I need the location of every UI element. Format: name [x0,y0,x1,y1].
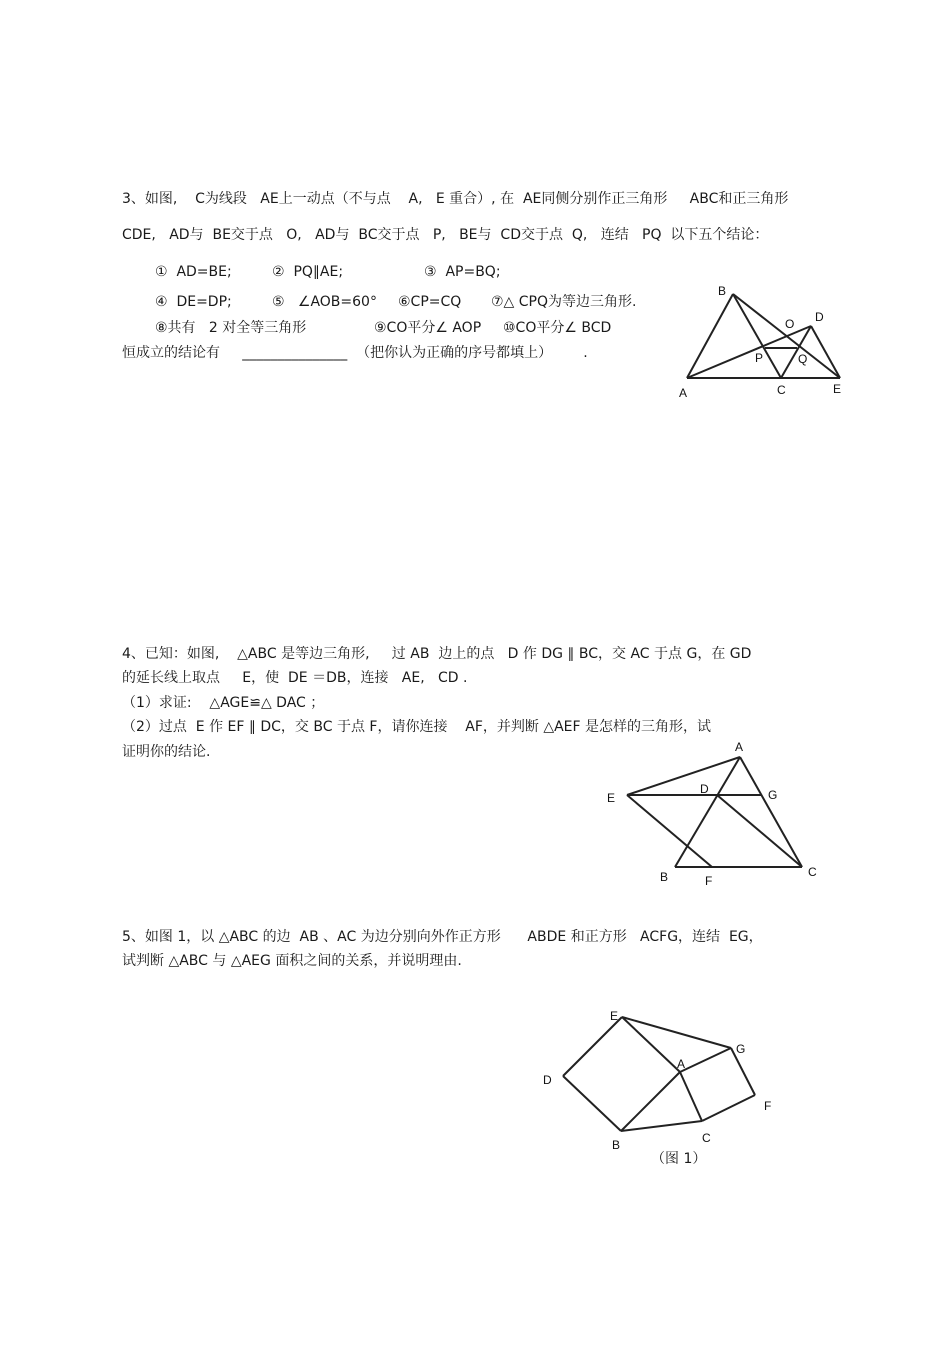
problem4-part1: （1）求证: △AGE≌△ DAC ； [122,695,325,711]
segment-ef [627,795,712,867]
problem5-line2: 试判断 △ABC 与 △AEG 面积之间的关系，并说明理由. [122,953,462,969]
segment-dc [717,795,802,867]
segment-be [733,294,840,378]
label-b: B [660,870,669,884]
segment-ga [680,1048,731,1072]
segment-bd [563,1076,621,1131]
label-c: C [777,383,786,397]
problem3-line2: CDE, AD与 BE交于点 O, AD与 BC交于点 P, BE与 CD交于点 Q, 连结 PQ 以下五个结论： [122,227,769,243]
conclusion-7: ⑦△ CPQ为等边三角形. [491,294,637,310]
label-d: D [543,1073,552,1087]
label-q: Q [798,352,808,366]
problem4-line5: 证明你的结论. [122,744,211,760]
label-g: G [736,1042,746,1056]
problem4-figure [600,735,830,895]
segment-ab [675,757,740,867]
conclusion-2: ② PQ∥AE; [272,264,344,280]
problem3-answer-line: 恒成立的结论有 _______________ （把你认为正确的序号都填上） . [122,345,588,361]
label-a: A [679,386,688,400]
label-a: A [677,1057,686,1071]
label-b: B [612,1138,621,1152]
segment-ab [621,1072,680,1131]
label-e: E [607,791,616,805]
label-g: G [768,788,778,802]
segment-ac [740,757,802,867]
problem5-line1: 5、如图 1，以 △ABC 的边 AB 、AC 为边分别向外作正方形 ABDE 和正方形 ACFG，连结 EG， [122,929,763,945]
segment-ad [687,326,811,378]
label-f: F [764,1099,772,1113]
conclusion-8: ⑧共有 2 对全等三角形 [155,320,307,336]
conclusion-4: ④ DE=DP; [155,294,232,310]
segment-ab [687,294,733,378]
label-d: D [700,782,709,796]
label-p: P [755,351,764,365]
segment-ae [627,757,740,795]
label-b: B [718,284,727,298]
conclusion-9: ⑨CO平分∠ AOP [374,320,482,336]
label-d: D [815,310,824,324]
problem4-line2: 的延长线上取点 E，使 DE ＝DB，连接 AE, CD . [122,670,468,686]
segment-bc [621,1121,702,1131]
label-f: F [705,874,713,888]
conclusion-1: ① AD=BE; [155,264,232,280]
label-a: A [735,740,744,754]
segment-de [811,326,840,378]
label-e: E [610,1009,619,1023]
segment-bc [733,294,781,378]
label-e: E [833,382,842,396]
segment-cf [702,1095,755,1121]
segment-ac [680,1072,702,1121]
problem3-line1: 3、如图, C为线段 AE上一动点（不与点 A, E 重合）, 在 AE同侧分别作正三角形 ABC和正三角形 [122,191,789,207]
problem5-figure [535,1000,785,1150]
conclusion-10: ⑩CO平分∠ BCD [503,320,612,336]
problem4-part2: （2）过点 E 作 EF ∥ DC，交 BC 于点 F，请你连接 AF，并判断 △AEF 是怎样的三角形，试 [122,719,712,735]
conclusion-3: ③ AP=BQ; [424,264,501,280]
label-c: C [808,865,817,879]
label-o: O [785,317,795,331]
label-c: C [702,1131,711,1145]
figure-caption: （图 1） [651,1151,707,1167]
conclusion-5: ⑤ ∠AOB=60° [272,294,377,310]
problem3-figure [670,280,860,405]
segment-de [563,1017,622,1076]
problem4-line1: 4、已知：如图, △ABC 是等边三角形, 过 AB 边上的点 D 作 DG ∥ BC，交 AC 于点 G，在 GD [122,646,752,662]
conclusion-6: ⑥CP=CQ [398,294,462,310]
